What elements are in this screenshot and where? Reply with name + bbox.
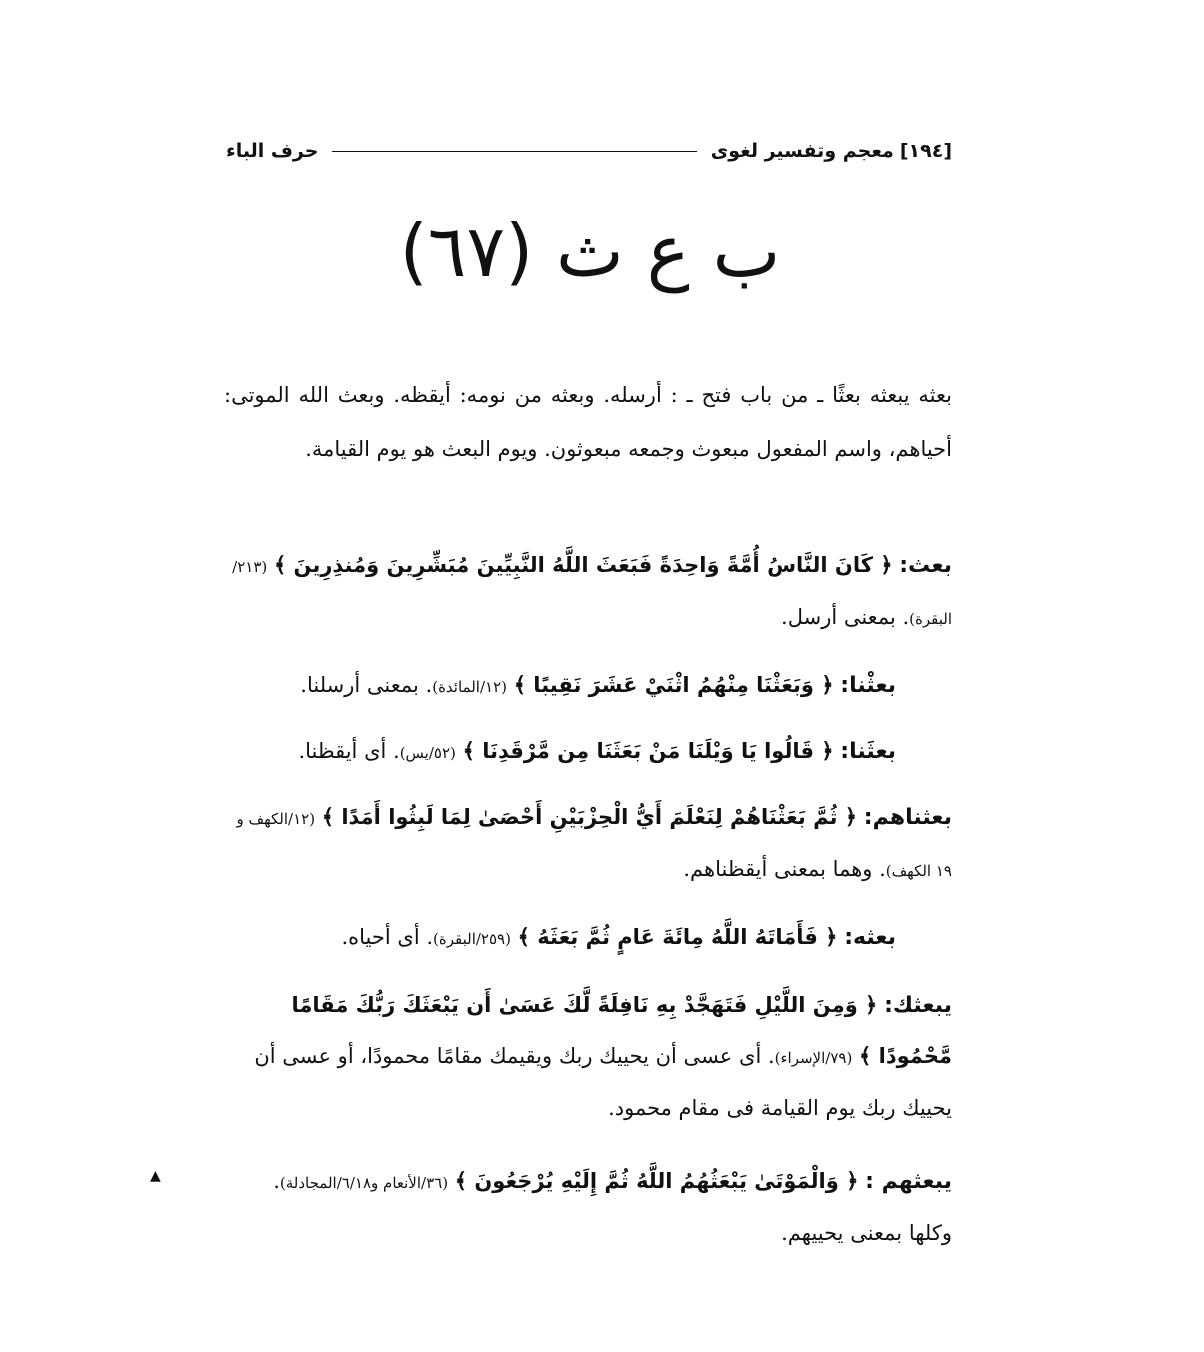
margin-mark-icon: ▲ [150, 1168, 161, 1184]
entry-head: يبعثك: [884, 993, 952, 1018]
quran-verse: ﴿ ثُمَّ بَعَثْنَاهُمْ لِنَعْلَمَ أَيُّ الْحِزْبَيْنِ أَحْصَىٰ لِمَا لَبِثُوا أَمَدًا ﴾ [321, 805, 858, 829]
header-rule [332, 151, 696, 152]
quran-verse: ﴿ فَأَمَاتَهُ اللَّهُ مِائَةَ عَامٍ ثُمَّ بَعَثَهُ ﴾ [517, 925, 838, 949]
verse-reference: (٣٦/الأنعام و٦/١٨/المجادلة) [279, 1174, 449, 1192]
entry-head: بعثْنا: [840, 673, 896, 698]
entry-meaning: . بمعنى أرسلنا. [300, 673, 433, 697]
quran-verse: ﴿ وَبَعَثْنَا مِنْهُمُ اثْنَيْ عَشَرَ نَقِيبًا ﴾ [513, 673, 834, 697]
entry-head: بعثه: [844, 925, 896, 950]
verse-reference: (١٢/الكهف و ١٩ الكهف) [236, 810, 952, 880]
verse-reference: (٢١٣/البقرة) [232, 558, 952, 628]
entry-baathna-2 [224, 726, 952, 778]
verse-reference: (٢٥٩/البقرة) [433, 930, 511, 948]
entry-baathnahum [224, 792, 952, 896]
entry-yabathuhum [224, 1156, 952, 1258]
verse-reference: (٧٩/الإسراء) [774, 1049, 853, 1067]
entry-head: يبعثهم : [865, 1169, 952, 1194]
entry-meaning: . بمعنى أرسل. [781, 605, 910, 629]
verse-reference: (٥٢/يس) [399, 744, 456, 762]
entry-baathna-1 [224, 660, 952, 712]
quran-verse: ﴿ وَالْمَوْتَىٰ يَبْعَثُهُمُ اللَّهُ ثُمَّ إِلَيْهِ يُرْجَعُونَ ﴾ [454, 1169, 859, 1193]
entry-head: بعث: [899, 553, 952, 578]
intro-paragraph: بعثه يبعثه بعثًا ـ من باب فتح ـ : أرسله. وبعثه من نومه: أيقظه. وبعث الله الموتى: أحياهم، واسم المفعول مبعوث وجمعه مبعوثون. ويوم البعث هو يوم القيامة. [224, 383, 952, 461]
verse-reference: (١٢/المائدة) [432, 678, 507, 696]
entry-head: بعثناهم: [863, 805, 952, 830]
book-title: معجم وتفسير لغوى [710, 140, 894, 162]
root-heading: ب ع ث (٦٧) [399, 209, 781, 293]
page-number: [١٩٤] [899, 140, 952, 162]
quran-verse: ﴿ قَالُوا يَا وَيْلَنَا مَنْ بَعَثَنَا مِن مَّرْقَدِنَا ﴾ [462, 739, 834, 763]
quran-verse: ﴿ وَمِنَ اللَّيْلِ فَتَهَجَّدْ بِهِ نَافِلَةً لَّكَ عَسَىٰ أَن يَبْعَثَكَ رَبُّكَ مَقَامًا مَّحْمُودًا ﴾ [291, 993, 952, 1068]
entry-meaning: . وكلها بمعنى يحييهم. [273, 1169, 952, 1245]
entry-meaning: . أى أيقظنا. [298, 739, 400, 763]
entry-baath [224, 540, 952, 644]
entry-baathahu [224, 912, 952, 964]
quran-verse: ﴿ كَانَ النَّاسُ أُمَّةً وَاحِدَةً فَبَعَثَ اللَّهُ النَّبِيِّينَ مُبَشِّرِينَ وَمُنذِرِينَ ﴾ [273, 553, 893, 577]
entry-meaning: . أى عسى أن يحييك ربك ويقيمك مقامًا محمودًا، أو عسى أن يحييك ربك يوم القيامة فى مقام محمود. [254, 1044, 952, 1120]
entry-head: بعثَنا: [840, 739, 896, 764]
entry-yabathuka [224, 980, 952, 1133]
entry-meaning: . أى أحياه. [341, 925, 434, 949]
running-header [226, 134, 952, 168]
entry-meaning: . وهما بمعنى أيقظناهم. [683, 857, 886, 881]
section-title: حرف الباء [226, 140, 319, 162]
